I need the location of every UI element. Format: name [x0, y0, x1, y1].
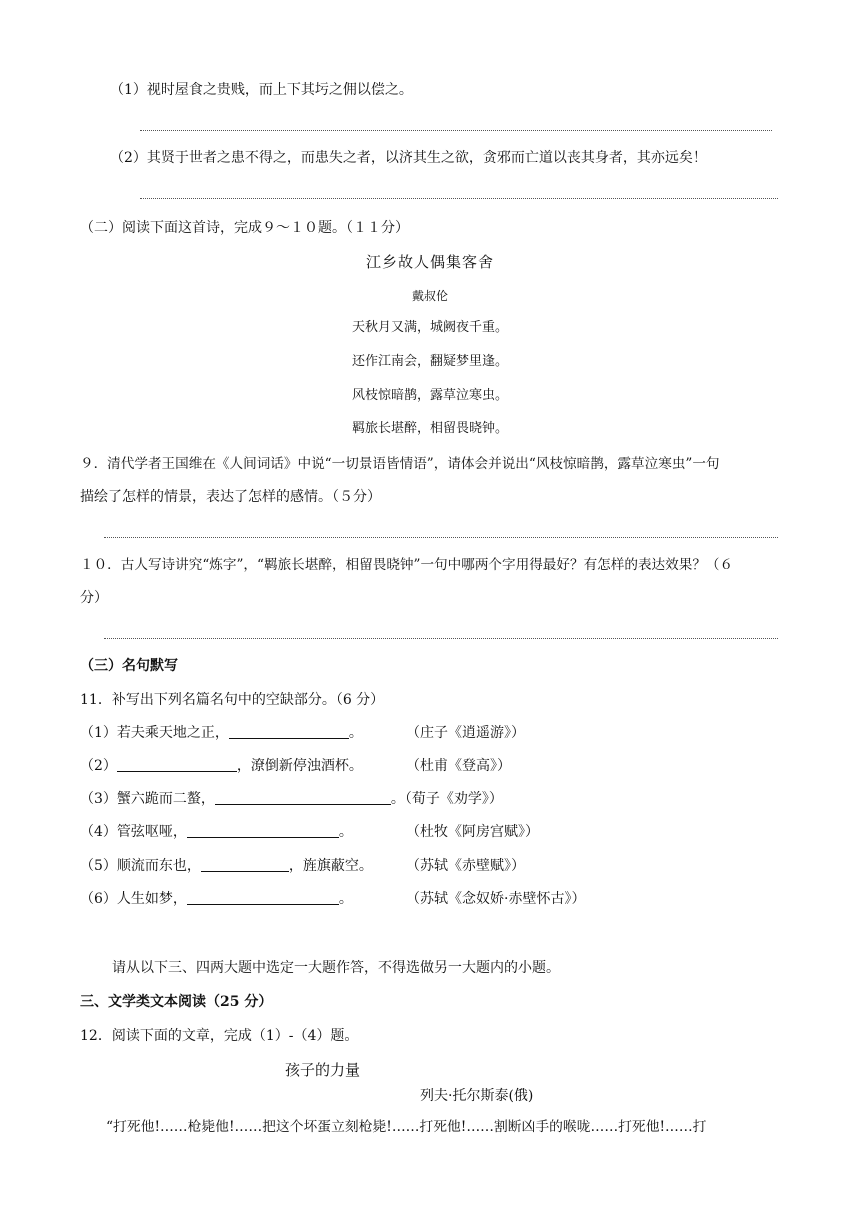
- fill-item-6-source: （苏轼《念奴娇·赤壁怀古》）: [406, 891, 586, 907]
- choice-note: 请从以下三、四两大题中选定一大题作答，不得选做另一大题内的小题。: [112, 960, 560, 976]
- fill-blank[interactable]: [229, 724, 349, 739]
- fill-blank[interactable]: [187, 823, 339, 838]
- article-first-line: “打死他!……枪毙他!……把这个坏蛋立刻枪毙!……打死他!……割断凶手的喉咙……打死他!……打: [106, 1119, 707, 1135]
- answer-line: [104, 638, 778, 639]
- answer-line: [140, 198, 778, 199]
- fill-blank[interactable]: [187, 890, 339, 905]
- poem-line: 还作江南会，翻疑梦里逢。: [351, 354, 508, 369]
- question-9-line1: ９．清代学者王国维在《人间词话》中说“一切景语皆情语”，请体会并说出“风枝惊暗鹊，露草泣寒虫”一句: [80, 456, 720, 472]
- poem-author: 戴叔伦: [411, 289, 448, 303]
- translate-q2: （2）其贤于世者之患不得之，而患失之者，以济其生之欲，贪邪而亡道以丧其身者，其亦远矣！: [110, 150, 707, 166]
- fill-item-2-source: （杜甫《登高》）: [406, 758, 511, 774]
- fill-item-4: （4）管弦呕哑， 。: [80, 824, 353, 840]
- fill-item-6: （6）人生如梦， 。: [80, 891, 353, 907]
- poem-line: 天秋月又满，城阙夜千重。: [351, 320, 508, 335]
- answer-line: [104, 537, 778, 538]
- fill-blank[interactable]: [201, 857, 289, 872]
- section2-heading: （二）阅读下面这首诗，完成９～１０题。（１１分）: [80, 220, 409, 236]
- fill-blank[interactable]: [117, 757, 237, 772]
- article-title: 孩子的力量: [285, 1061, 361, 1079]
- question-10-line2: 分）: [80, 590, 108, 606]
- fill-item-4-source: （杜牧《阿房宫赋》）: [406, 824, 539, 840]
- answer-line: [140, 130, 772, 131]
- fill-blank[interactable]: [215, 790, 391, 805]
- poem-line: 风枝惊暗鹊，露草泣寒虫。: [351, 388, 508, 403]
- poem-title: 江乡故人偶集客舍: [365, 253, 494, 271]
- fill-item-2: （2） ，潦倒新停浊酒杯。: [80, 758, 363, 774]
- question-9-line2: 描绘了怎样的情景，表达了怎样的感情。（５分）: [80, 489, 381, 505]
- poem-line: 羁旅长堪醉，相留畏晓钟。: [351, 421, 508, 436]
- fill-item-1: （1）若夫乘天地之正， 。: [80, 725, 363, 741]
- question-11: 11．补写出下列名篇名句中的空缺部分。（6 分）: [80, 692, 385, 708]
- part3-heading: 三、文学类文本阅读（25 分）: [80, 994, 273, 1010]
- section3-heading: （三）名句默写: [80, 658, 178, 674]
- question-10-line1: １０．古人写诗讲究“炼字”，“羁旅长堪醉，相留畏晓钟”一句中哪两个字用得最好？有怎样的表达效果？（６: [80, 557, 734, 573]
- question-12: 12．阅读下面的文章，完成（1）-（4）题。: [80, 1028, 359, 1044]
- fill-item-1-source: （庄子《逍遥游》）: [406, 725, 525, 741]
- fill-item-5: （5）顺流而东也， ，旌旗蔽空。: [80, 858, 373, 874]
- fill-item-5-source: （苏轼《赤壁赋》）: [406, 858, 525, 874]
- fill-item-3: （3）蟹六跪而二螯， 。（荀子《劝学》）: [80, 791, 503, 807]
- translate-q1: （1）视时屋食之贵贱，而上下其圬之佣以偿之。: [110, 82, 413, 98]
- article-author: 列夫·托尔斯泰(俄): [420, 1088, 534, 1104]
